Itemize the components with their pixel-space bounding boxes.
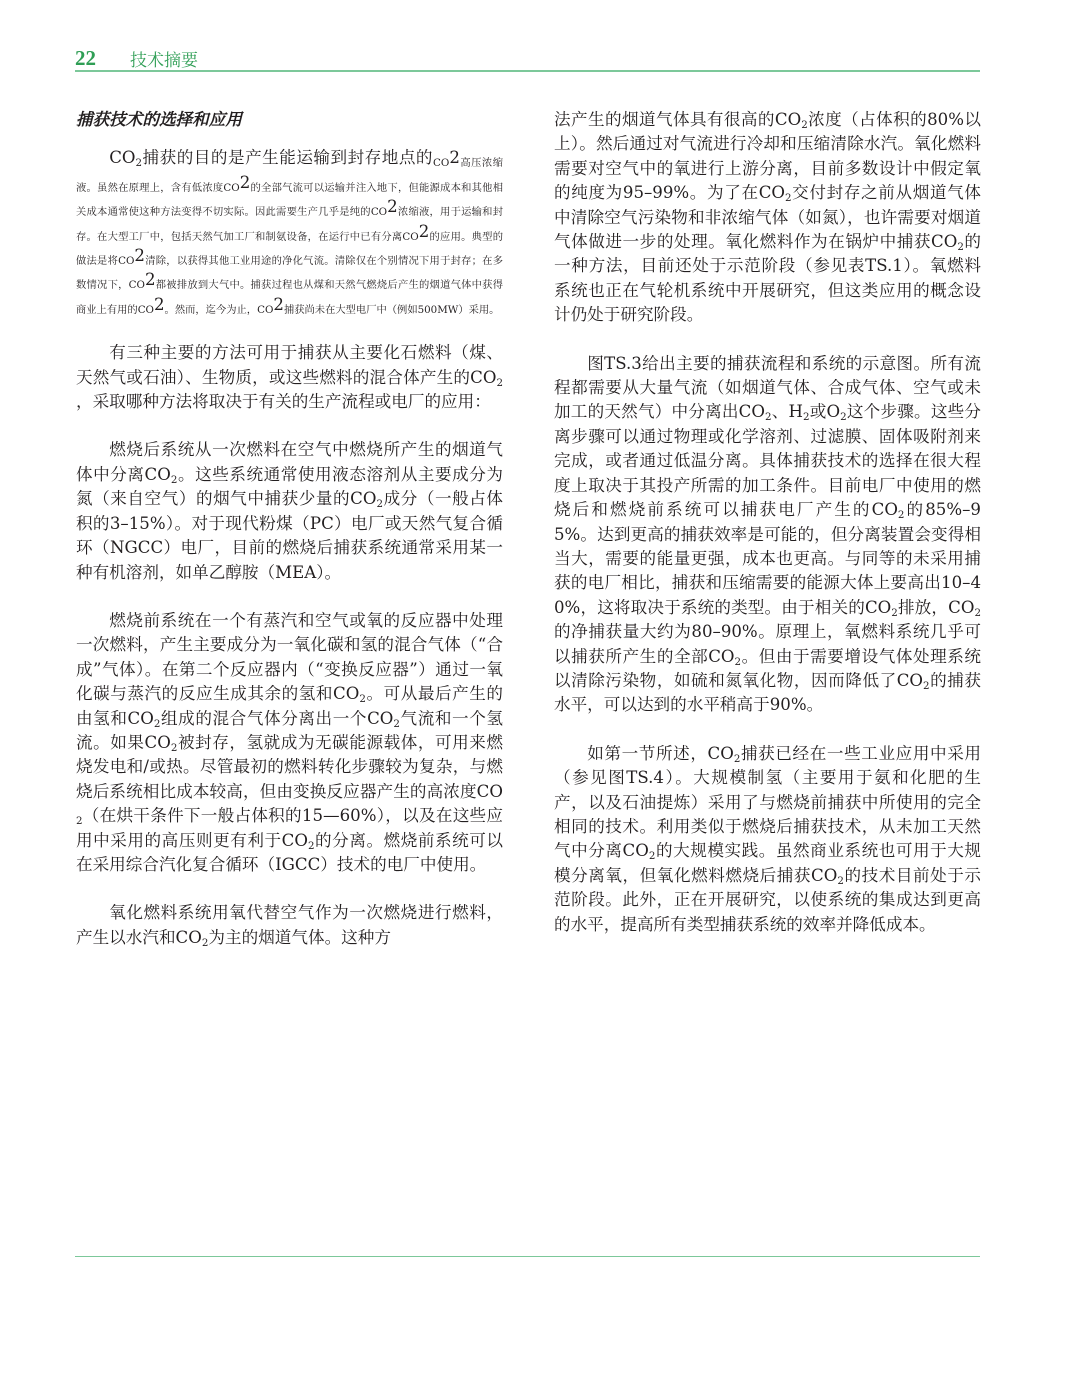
subscript: 2 bbox=[170, 742, 178, 755]
paragraph: 氧化燃料系统用氧代替空气作为一次燃烧进行燃料，产生以水汽和$CO_2$为主的烟道气体。这种方 bbox=[76, 903, 503, 949]
subscript: 2 bbox=[734, 655, 742, 668]
footer-rule bbox=[75, 1256, 980, 1257]
paragraph: 燃烧后系统从一次燃料在空气中燃烧所产生的烟道气体中分离$CO_2$。这些系统通常使用液态溶剂从主要成分为氮（来自空气）的烟气中捕获少量的$CO_2$成分（一般占体积的3–15%）。对于现代粉煤（PC）电厂或天然气复合循环（NGCC）电厂，目前的燃烧后捕获系统通常采用某一种有机溶剂，如单乙醇胺（MEA）。 bbox=[76, 440, 503, 582]
subscript: 。然而，迄今为止，CO bbox=[164, 303, 274, 316]
subscript: 2 bbox=[897, 509, 905, 522]
header-rule bbox=[75, 70, 980, 72]
right-column bbox=[554, 108, 981, 961]
subscript: 2 bbox=[785, 192, 792, 205]
subscript: 2 bbox=[648, 850, 656, 863]
subscript: 浓缩液，用于运输和封存。在大型工厂中，包括天然气加工厂和制氨设备，在运行中已有分离CO bbox=[76, 206, 503, 243]
subscript: 2 bbox=[801, 119, 808, 132]
paragraph: $CO_2$捕获的目的是产生能运输到封存地点的$_{CO}2_{高压浓缩液。虽然在原理上,含有低浓度CO}2_{的全部气流可以运输并注入地下,但能源成本和其他相关成本通常使这种方法变得不切实际。因此需要生产几乎是纯的CO}2_{浓缩液,用于运输和封存。在大型工厂中,包括天然气加工厂和制氨设备,在运行中已有分离CO}2_{的应用。典型的做法是将CO}2_{清除,以获得其他工业用途的净化气流。清除仅在个别情况下用于封存;在多数情况下,CO}2_{都被排放到大气中。捕获过程也从煤和天然气燃烧后产生的烟道气体中获得商业上有用的CO}2_{。然而,迄今为止,CO}2_{捕获尚未在大型电厂中(例如500MW)采用。}$ bbox=[76, 148, 503, 316]
subscript: 的全部气流可以运输并注入地下，但能源成本和其他相关成本通常使这种方法变得不切实际。因此需要生产几乎是纯的CO bbox=[76, 181, 503, 219]
subscript: 2 bbox=[840, 411, 847, 424]
subscript: 2 bbox=[376, 498, 384, 511]
subscript: 2 bbox=[393, 717, 400, 730]
subscript: 2 bbox=[201, 936, 209, 949]
page-number: 22 bbox=[75, 46, 96, 70]
paragraph: 如第一节所述，$CO_2$捕获已经在一些工业应用中采用（参见图TS.4）。大规模制氢（主要用于氨和化肥的生产，以及石油提炼）采用了与燃烧前捕获中所使用的完全相同的技术。利用类似于燃烧后捕获技术，从未加工天然气中分离$CO_2$的大规模实践。虽然商业系统也可用于大规模分离氧，但氧化燃料燃烧后捕获$CO_2$的技术目前处于示范阶段。此外，正在开展研究，以使系统的集成达到更高的水平，提高所有类型捕获系统的效率并降低成本。 bbox=[554, 743, 981, 934]
subscript: CO bbox=[433, 157, 450, 170]
subscript: 高压浓缩液。虽然在原理上，含有低浓度CO bbox=[76, 157, 503, 194]
subscript: 的应用。典型的做法是将CO bbox=[76, 230, 503, 268]
subscript: 捕获尚未在大型电厂中（例如500MW）采用。 bbox=[283, 303, 500, 316]
subscript: 2 bbox=[496, 376, 503, 389]
subscript: 2 bbox=[837, 874, 844, 887]
subscript: 2 bbox=[923, 680, 930, 693]
paragraph: 法产生的烟道气体具有很高的$CO_2$浓度（占体积的80%以上）。然后通过对气流进行冷却和压缩清除水汽。氧化燃料需要对空气中的氧进行上游分离，目前多数设计中假定氧的纯度为95–99%。为了在$CO_2$交付封存之前从烟道气体中清除空气污染物和非浓缩气体（如氮），也许需要对烟道气体做进一步的处理。氧化燃料作为在锅炉中捕获$CO_2$的一种方法，目前还处于示范阶段（参见表TS.1）。氧燃料系统也正在气轮机系统中开展研究，但这类应用的概念设计仍处于研究阶段。 bbox=[554, 110, 981, 325]
subscript: 2 bbox=[957, 241, 964, 254]
subscript: 2 bbox=[135, 157, 143, 170]
subscript: 2 bbox=[76, 815, 83, 828]
subscript: 2 bbox=[307, 839, 315, 852]
section-heading: 捕获技术的选择和应用 bbox=[76, 110, 242, 129]
subscript: 2 bbox=[733, 752, 741, 765]
subscript: 2 bbox=[359, 693, 366, 706]
subscript: 2 bbox=[170, 473, 178, 486]
paragraph: 图TS.3给出主要的捕获流程和系统的示意图。所有流程都需要从大量气流（如烟道气体、合成气体、空气或未加工的天然气）中分离出$CO_2$、$H_2$或$O_2$这个步骤。这些分离步骤可以通过物理或化学溶剂、过滤膜、固体吸附剂来完成，或者通过低温分离。具体捕获技术的选择在很大程度上取决于其投产所需的加工条件。目前电厂中使用的燃烧后和燃烧前系统可以捕获电厂产生的$CO_2$的85%–95%。达到更高的捕获效率是可能的，但分离装置会变得相当大，需要的能量更强，成本也更高。与同等的未采用捕获的电厂相比，捕获和压缩需要的能源大体上要高出10–40%，这将取决于系统的类型。由于相关的$CO_2$排放，$CO_2$的净捕获量大约为80–90%。原理上，氧燃料系统几乎可以捕获所产生的全部$CO_2$。但由于需要增设气体处理系统以清除污染物，如硫和氮氧化物，因而降低了$CO_2$的捕获水平，可以达到的水平稍高于90%。 bbox=[554, 353, 981, 715]
subscript: 2 bbox=[803, 411, 810, 424]
subscript: 2 bbox=[764, 411, 772, 424]
paragraph: 有三种主要的方法可用于捕获从主要化石燃料（煤、天然气或石油）、生物质，或这些燃料的混合体产生的$CO_2$ ，采取哪种方法将取决于有关的生产流程或电厂的应用： bbox=[76, 343, 503, 412]
subscript: 2 bbox=[891, 606, 898, 619]
left-column bbox=[76, 108, 503, 974]
subscript: 2 bbox=[974, 606, 981, 619]
subscript: 都被排放到大气中。捕获过程也从煤和天然气燃烧后产生的烟道气体中获得商业上有用的CO bbox=[76, 279, 503, 316]
section-title: 技术摘要 bbox=[130, 51, 198, 71]
subscript: 2 bbox=[153, 717, 161, 730]
paragraph: 燃烧前系统在一个有蒸汽和空气或氧的反应器中处理一次燃料，产生主要成分为一氧化碳和氢的混合气体（“合成”气体）。在第二个反应器内（“变换反应器”）通过一氧化碳与蒸汽的反应生成其余的氢和$CO_2$。可从最后产生的由氢和$CO_2$组成的混合气体分离出一个$CO_2$气流和一个氢流。如果$CO_2$被封存，氢就成为无碳能源载体，可用来燃烧发电和/或热。尽管最初的燃料转化步骤较为复杂，与燃烧后系统相比成本较高，但由变换反应器产生的高浓度$CO_2$（在烘干条件下一般占体积的15—60%），以及在这些应用中采用的高压则更有利于$CO_2$的分离。燃烧前系统可以在采用综合汽化复合循环（IGCC）技术的电厂中使用。 bbox=[76, 610, 504, 874]
running-header bbox=[75, 44, 980, 72]
subscript: 清除，以获得其他工业用途的净化气流。清除仅在个别情况下用于封存；在多数情况下，CO bbox=[76, 255, 503, 292]
